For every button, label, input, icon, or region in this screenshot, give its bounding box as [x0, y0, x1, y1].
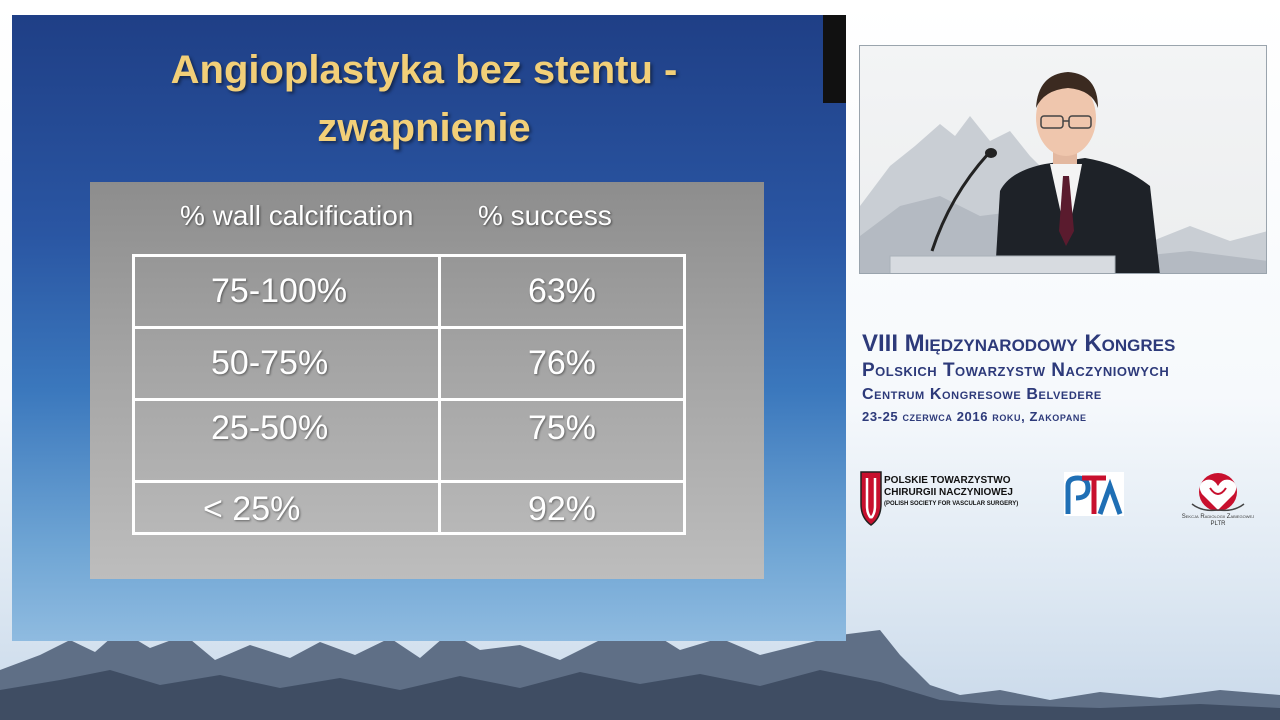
table-cell-calcification: 50-75% [135, 329, 441, 398]
speaker-video [859, 45, 1267, 274]
slide-title [12, 41, 846, 157]
table-row [135, 483, 683, 535]
table-panel [90, 182, 764, 579]
table-cell-calcification: < 25% [135, 483, 441, 535]
conference-date-location: 23-25 czerwca 2016 roku, Zakopane [862, 409, 1087, 424]
heart-emblem-icon [1172, 470, 1264, 514]
slide-title-line2: zwapnienie [317, 106, 531, 150]
ptchn-line3: (POLISH SOCIETY FOR VASCULAR SURGERY) [884, 501, 1019, 507]
conference-title: VIII Międzynarodowy Kongres [862, 330, 1176, 357]
ptchn-line1: POLSKIE TOWARZYSTWO [884, 475, 1011, 486]
column-header-success: % success [478, 200, 612, 231]
table-cell-calcification: 25-50% [135, 401, 441, 480]
table-cell-success: 63% [527, 272, 597, 310]
calcification-table [132, 254, 686, 535]
table-cell-success: 76% [527, 344, 597, 382]
table-cell-calcification: 75-100% [135, 257, 441, 326]
speaker-video-frame [860, 46, 1267, 274]
ptchn-line2: CHIRURGII NACZYNIOWEJ [884, 487, 1013, 498]
presentation-slide [12, 15, 846, 641]
pta-monogram-icon [1062, 470, 1126, 518]
table-row [135, 257, 683, 329]
logo-ptchn [860, 470, 1020, 528]
slide-title-line1: Angioplastyka bez stentu - [170, 48, 678, 92]
srz-line2: PLTR [1210, 521, 1226, 527]
table-cell-success: 75% [527, 409, 597, 447]
ptchn-text [884, 475, 1018, 509]
srz-line1: Sekcja Radiologii Zabiegowej [1181, 514, 1255, 520]
table-row [135, 401, 683, 483]
conference-subtitle: Polskich Towarzystw Naczyniowych [862, 360, 1170, 381]
conference-venue: Centrum Kongresowe Belvedere [862, 386, 1102, 403]
vascular-surgery-emblem-icon [860, 470, 882, 526]
table-row [135, 329, 683, 401]
column-header-wall-calcification: % wall calcification [180, 200, 414, 231]
conference-info [862, 330, 1272, 427]
table-cell-success: 92% [527, 489, 597, 528]
srz-text [1172, 514, 1264, 528]
logo-srz [1172, 470, 1264, 532]
